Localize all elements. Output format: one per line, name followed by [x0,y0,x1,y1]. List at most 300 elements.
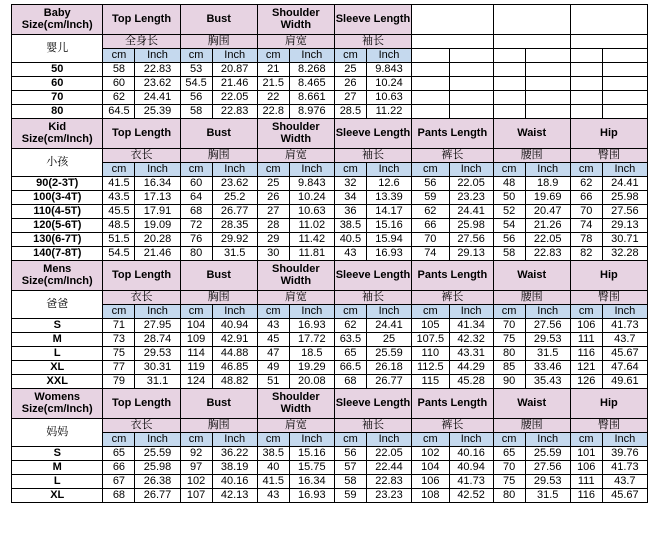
mens-measure-cell: 121 [570,361,602,375]
unit-cm: cm [180,163,212,177]
kid-section-label [12,119,103,149]
baby-size-label: 80 [12,105,103,119]
baby-empty-cell [412,49,449,63]
kid-measure-cell: 54 [493,219,525,233]
baby-measure-cell: 22 [257,91,289,105]
unit-inch: Inch [212,163,257,177]
kid-measure-cell: 29.13 [449,247,493,261]
baby-empty-cell [493,49,525,63]
unit-cm: cm [334,433,366,447]
baby-measure-cell: 8.465 [289,77,334,91]
kid-size-label: 130(6-7T) [12,233,103,247]
kid-col-header: Bust [180,119,257,149]
baby-size-label: 60 [12,77,103,91]
kid-measure-cell: 60 [180,177,212,191]
kid-col-header [257,119,334,149]
baby-size-row [12,77,648,91]
womens-section-label [12,389,103,419]
baby-size-row [12,91,648,105]
kid-measure-cell: 10.63 [289,205,334,219]
mens-col-header [257,261,334,291]
unit-cm: cm [334,49,366,63]
kid-size-row [12,233,648,247]
baby-measure-cell: 22.8 [257,105,289,119]
baby-measure-cell: 22.83 [135,63,180,77]
size-chart-table [11,4,648,503]
womens-measure-cell: 67 [103,475,135,489]
baby-empty-cell [493,91,525,105]
mens-measure-cell: 107.5 [412,333,449,347]
womens-measure-cell: 40 [257,461,289,475]
baby-empty-cell [493,77,525,91]
unit-inch: Inch [366,163,411,177]
kid-zh-col-header: 臀围 [570,149,647,163]
baby-measure-cell: 22.05 [212,91,257,105]
baby-size-label: 50 [12,63,103,77]
womens-measure-cell: 25.59 [525,447,570,461]
kid-col-header: Waist [493,119,570,149]
kid-measure-cell: 48 [493,177,525,191]
womens-measure-cell: 42.13 [212,489,257,503]
mens-measure-cell: 75 [103,347,135,361]
mens-measure-cell: 116 [570,347,602,361]
baby-empty-header-cell [493,5,570,35]
mens-measure-cell: 29.53 [525,333,570,347]
kid-measure-cell: 11.02 [289,219,334,233]
kid-measure-cell: 24.41 [449,205,493,219]
mens-measure-cell: 40.94 [212,319,257,333]
mens-size-label: XL [12,361,103,375]
baby-section-label-line: Size(cm/Inch) [21,18,93,31]
baby-section-label [12,5,103,35]
kid-measure-cell: 32 [334,177,366,191]
mens-measure-cell: 104 [180,319,212,333]
unit-inch: Inch [135,305,180,319]
baby-size-row [12,105,648,119]
unit-inch: Inch [289,305,334,319]
baby-empty-cell [570,49,602,63]
kid-measure-cell: 26.77 [212,205,257,219]
mens-size-label: S [12,319,103,333]
womens-measure-cell: 97 [180,461,212,475]
mens-measure-cell: 46.85 [212,361,257,375]
baby-measure-cell: 26 [334,77,366,91]
kid-size-row [12,191,648,205]
mens-measure-cell: 43.7 [602,333,647,347]
baby-col-header-line: Shoulder [272,6,320,19]
mens-size-row [12,361,648,375]
mens-measure-cell: 33.46 [525,361,570,375]
kid-measure-cell: 54.5 [103,247,135,261]
unit-cm: cm [103,433,135,447]
kid-measure-cell: 32.28 [602,247,647,261]
baby-measure-cell: 10.24 [366,77,411,91]
womens-measure-cell: 58 [334,475,366,489]
baby-zh-label: 婴儿 [12,35,103,63]
baby-empty-cell [602,91,647,105]
mens-measure-cell: 45 [257,333,289,347]
kid-measure-cell: 14.17 [366,205,411,219]
kid-measure-cell: 25.2 [212,191,257,205]
mens-zh-col-header: 肩宽 [257,291,334,305]
unit-cm: cm [257,49,289,63]
womens-measure-cell: 38.19 [212,461,257,475]
womens-measure-cell: 39.76 [602,447,647,461]
unit-cm: cm [334,305,366,319]
mens-col-header: Waist [493,261,570,291]
kid-measure-cell: 28 [257,219,289,233]
kid-measure-cell: 56 [412,177,449,191]
womens-size-row [12,475,648,489]
womens-zh-col-header: 肩宽 [257,419,334,433]
kid-measure-cell: 72 [180,219,212,233]
baby-empty-cell [525,77,570,91]
kid-col-header: Hip [570,119,647,149]
mens-size-row [12,347,648,361]
kid-zh-col-header: 裤长 [412,149,494,163]
womens-measure-cell: 68 [103,489,135,503]
baby-empty-header-cell [412,5,494,35]
mens-col-header: Bust [180,261,257,291]
baby-measure-cell: 58 [103,63,135,77]
baby-empty-cell [412,91,449,105]
kid-size-row [12,219,648,233]
womens-col-header: Sleeve Length [334,389,411,419]
mens-size-row [12,333,648,347]
mens-measure-cell: 66.5 [334,361,366,375]
kid-measure-cell: 29.92 [212,233,257,247]
womens-col-header: Pants Length [412,389,494,419]
baby-col-header [257,5,334,35]
kid-measure-cell: 31.5 [212,247,257,261]
kid-size-row [12,205,648,219]
kid-measure-cell: 16.93 [366,247,411,261]
kid-zh-col-header: 胸围 [180,149,257,163]
mens-measure-cell: 31.1 [135,375,180,389]
kid-measure-cell: 20.28 [135,233,180,247]
womens-zh-col-header: 臀围 [570,419,647,433]
mens-measure-cell: 90 [493,375,525,389]
kid-header-row [12,119,648,149]
kid-measure-cell: 62 [570,177,602,191]
mens-measure-cell: 25 [366,333,411,347]
mens-measure-cell: 63.5 [334,333,366,347]
mens-measure-cell: 119 [180,361,212,375]
kid-measure-cell: 70 [570,205,602,219]
womens-col-header-line: Width [280,402,312,415]
baby-empty-cell [570,35,647,49]
unit-cm: cm [103,305,135,319]
kid-measure-cell: 51.5 [103,233,135,247]
womens-measure-cell: 22.05 [366,447,411,461]
mens-measure-cell: 115 [412,375,449,389]
mens-measure-cell: 112.5 [412,361,449,375]
baby-zh-row [12,35,648,49]
unit-inch: Inch [525,163,570,177]
baby-measure-cell: 8.661 [289,91,334,105]
kid-measure-cell: 38.5 [334,219,366,233]
kid-measure-cell: 59 [412,191,449,205]
womens-measure-cell: 42.52 [449,489,493,503]
womens-measure-cell: 16.34 [289,475,334,489]
kid-measure-cell: 27 [257,205,289,219]
kid-measure-cell: 25 [257,177,289,191]
womens-measure-cell: 41.73 [449,475,493,489]
baby-measure-cell: 22.83 [212,105,257,119]
kid-measure-cell: 19.09 [135,219,180,233]
kid-zh-col-header: 腰围 [493,149,570,163]
mens-measure-cell: 41.73 [602,319,647,333]
mens-measure-cell: 109 [180,333,212,347]
womens-measure-cell: 16.93 [289,489,334,503]
baby-measure-cell: 25.39 [135,105,180,119]
mens-size-row [12,319,648,333]
mens-measure-cell: 44.29 [449,361,493,375]
baby-measure-cell: 21.5 [257,77,289,91]
mens-measure-cell: 44.88 [212,347,257,361]
womens-measure-cell: 26.77 [135,489,180,503]
womens-zh-col-header: 袖长 [334,419,411,433]
womens-zh-row [12,419,648,433]
mens-measure-cell: 27.95 [135,319,180,333]
mens-measure-cell: 45.67 [602,347,647,361]
baby-empty-cell [525,49,570,63]
kid-measure-cell: 16.34 [135,177,180,191]
womens-size-row [12,461,648,475]
womens-measure-cell: 106 [412,475,449,489]
womens-measure-cell: 92 [180,447,212,461]
baby-measure-cell: 11.22 [366,105,411,119]
kid-measure-cell: 21.46 [135,247,180,261]
womens-zh-col-header: 胸围 [180,419,257,433]
unit-inch: Inch [289,49,334,63]
baby-measure-cell: 8.268 [289,63,334,77]
womens-col-header: Bust [180,389,257,419]
mens-size-row [12,375,648,389]
mens-col-header: Hip [570,261,647,291]
mens-measure-cell: 124 [180,375,212,389]
unit-inch: Inch [366,433,411,447]
kid-measure-cell: 22.05 [449,177,493,191]
womens-measure-cell: 40.16 [212,475,257,489]
baby-empty-cell [449,49,493,63]
unit-cm: cm [257,305,289,319]
kid-size-row [12,247,648,261]
mens-measure-cell: 45.28 [449,375,493,389]
unit-inch: Inch [602,305,647,319]
womens-unit-row [12,433,648,447]
kid-measure-cell: 80 [180,247,212,261]
kid-measure-cell: 15.16 [366,219,411,233]
kid-size-label: 140(7-8T) [12,247,103,261]
womens-col-header-line: Shoulder [272,390,320,403]
kid-measure-cell: 45.5 [103,205,135,219]
kid-measure-cell: 58 [493,247,525,261]
kid-measure-cell: 29 [257,233,289,247]
unit-cm: cm [180,433,212,447]
unit-cm: cm [493,163,525,177]
baby-empty-cell [493,63,525,77]
kid-measure-cell: 30 [257,247,289,261]
mens-measure-cell: 106 [570,319,602,333]
mens-measure-cell: 27.56 [525,319,570,333]
baby-empty-cell [412,77,449,91]
mens-measure-cell: 49 [257,361,289,375]
baby-measure-cell: 60 [103,77,135,91]
womens-col-header: Top Length [103,389,180,419]
unit-cm: cm [180,305,212,319]
unit-cm: cm [493,433,525,447]
baby-empty-cell [449,91,493,105]
mens-measure-cell: 28.74 [135,333,180,347]
kid-measure-cell: 19.69 [525,191,570,205]
unit-cm: cm [103,49,135,63]
womens-measure-cell: 57 [334,461,366,475]
mens-measure-cell: 26.18 [366,361,411,375]
womens-measure-cell: 65 [103,447,135,461]
baby-empty-cell [602,77,647,91]
mens-measure-cell: 126 [570,375,602,389]
mens-measure-cell: 47 [257,347,289,361]
mens-measure-cell: 25.59 [366,347,411,361]
mens-measure-cell: 70 [493,319,525,333]
baby-size-label: 70 [12,91,103,105]
kid-measure-cell: 26 [257,191,289,205]
kid-measure-cell: 36 [334,205,366,219]
baby-measure-cell: 21.46 [212,77,257,91]
mens-measure-cell: 31.5 [525,347,570,361]
kid-unit-row [12,163,648,177]
baby-measure-cell: 58 [180,105,212,119]
mens-measure-cell: 26.77 [366,375,411,389]
baby-col-header-line: Width [280,18,312,31]
mens-section-label [12,261,103,291]
baby-empty-cell [525,91,570,105]
baby-empty-header-cell [570,5,647,35]
mens-measure-cell: 49.61 [602,375,647,389]
unit-cm: cm [412,433,449,447]
baby-measure-cell: 54.5 [180,77,212,91]
mens-measure-cell: 24.41 [366,319,411,333]
mens-measure-cell: 20.08 [289,375,334,389]
mens-measure-cell: 73 [103,333,135,347]
kid-measure-cell: 22.05 [525,233,570,247]
kid-measure-cell: 62 [412,205,449,219]
womens-measure-cell: 40.16 [449,447,493,461]
womens-measure-cell: 43 [257,489,289,503]
womens-col-header [257,389,334,419]
womens-measure-cell: 102 [412,447,449,461]
baby-measure-cell: 20.87 [212,63,257,77]
womens-measure-cell: 15.75 [289,461,334,475]
womens-measure-cell: 116 [570,489,602,503]
kid-measure-cell: 23.23 [449,191,493,205]
womens-measure-cell: 104 [412,461,449,475]
baby-measure-cell: 53 [180,63,212,77]
baby-empty-cell [570,63,602,77]
mens-measure-cell: 62 [334,319,366,333]
mens-measure-cell: 47.64 [602,361,647,375]
kid-size-label: 110(4-5T) [12,205,103,219]
mens-col-header: Sleeve Length [334,261,411,291]
kid-zh-col-header: 肩宽 [257,149,334,163]
womens-measure-cell: 80 [493,489,525,503]
mens-zh-col-header: 袖长 [334,291,411,305]
unit-inch: Inch [525,305,570,319]
kid-measure-cell: 9.843 [289,177,334,191]
mens-zh-label: 爸爸 [12,291,103,319]
baby-measure-cell: 23.62 [135,77,180,91]
kid-measure-cell: 66 [570,191,602,205]
baby-empty-cell [570,105,602,119]
mens-measure-cell: 79 [103,375,135,389]
unit-inch: Inch [289,163,334,177]
kid-measure-cell: 25.98 [602,191,647,205]
kid-zh-col-header: 衣长 [103,149,180,163]
mens-measure-cell: 105 [412,319,449,333]
mens-measure-cell: 111 [570,333,602,347]
baby-empty-cell [449,105,493,119]
mens-section-label-line: Size(cm/Inch) [21,274,93,287]
kid-measure-cell: 18.9 [525,177,570,191]
kid-measure-cell: 70 [412,233,449,247]
baby-empty-cell [602,63,647,77]
kid-size-label: 90(2-3T) [12,177,103,191]
baby-col-header: Bust [180,5,257,35]
kid-col-header-line: Width [280,132,312,145]
unit-inch: Inch [449,305,493,319]
baby-empty-cell [570,77,602,91]
baby-zh-col-header: 肩宽 [257,35,334,49]
womens-measure-cell: 107 [180,489,212,503]
baby-measure-cell: 62 [103,91,135,105]
baby-empty-cell [602,49,647,63]
baby-empty-cell [412,63,449,77]
kid-measure-cell: 10.24 [289,191,334,205]
mens-measure-cell: 29.53 [135,347,180,361]
baby-empty-cell [570,91,602,105]
womens-measure-cell: 40.94 [449,461,493,475]
kid-zh-label: 小孩 [12,149,103,177]
womens-measure-cell: 43.7 [602,475,647,489]
mens-measure-cell: 41.34 [449,319,493,333]
kid-measure-cell: 41.5 [103,177,135,191]
kid-size-label: 100(3-4T) [12,191,103,205]
baby-size-row [12,63,648,77]
mens-measure-cell: 35.43 [525,375,570,389]
kid-measure-cell: 17.91 [135,205,180,219]
kid-section-label-line: Size(cm/Inch) [21,132,93,145]
womens-measure-cell: 106 [570,461,602,475]
kid-measure-cell: 43.5 [103,191,135,205]
baby-measure-cell: 10.63 [366,91,411,105]
womens-measure-cell: 45.67 [602,489,647,503]
baby-measure-cell: 28.5 [334,105,366,119]
mens-measure-cell: 43.31 [449,347,493,361]
womens-measure-cell: 22.83 [366,475,411,489]
womens-measure-cell: 15.16 [289,447,334,461]
kid-measure-cell: 20.47 [525,205,570,219]
mens-col-header-line: Shoulder [272,262,320,275]
baby-measure-cell: 8.976 [289,105,334,119]
womens-measure-cell: 25.98 [135,461,180,475]
womens-measure-cell: 70 [493,461,525,475]
unit-inch: Inch [449,163,493,177]
unit-cm: cm [570,305,602,319]
kid-measure-cell: 66 [412,219,449,233]
unit-inch: Inch [525,433,570,447]
womens-zh-col-header: 裤长 [412,419,494,433]
